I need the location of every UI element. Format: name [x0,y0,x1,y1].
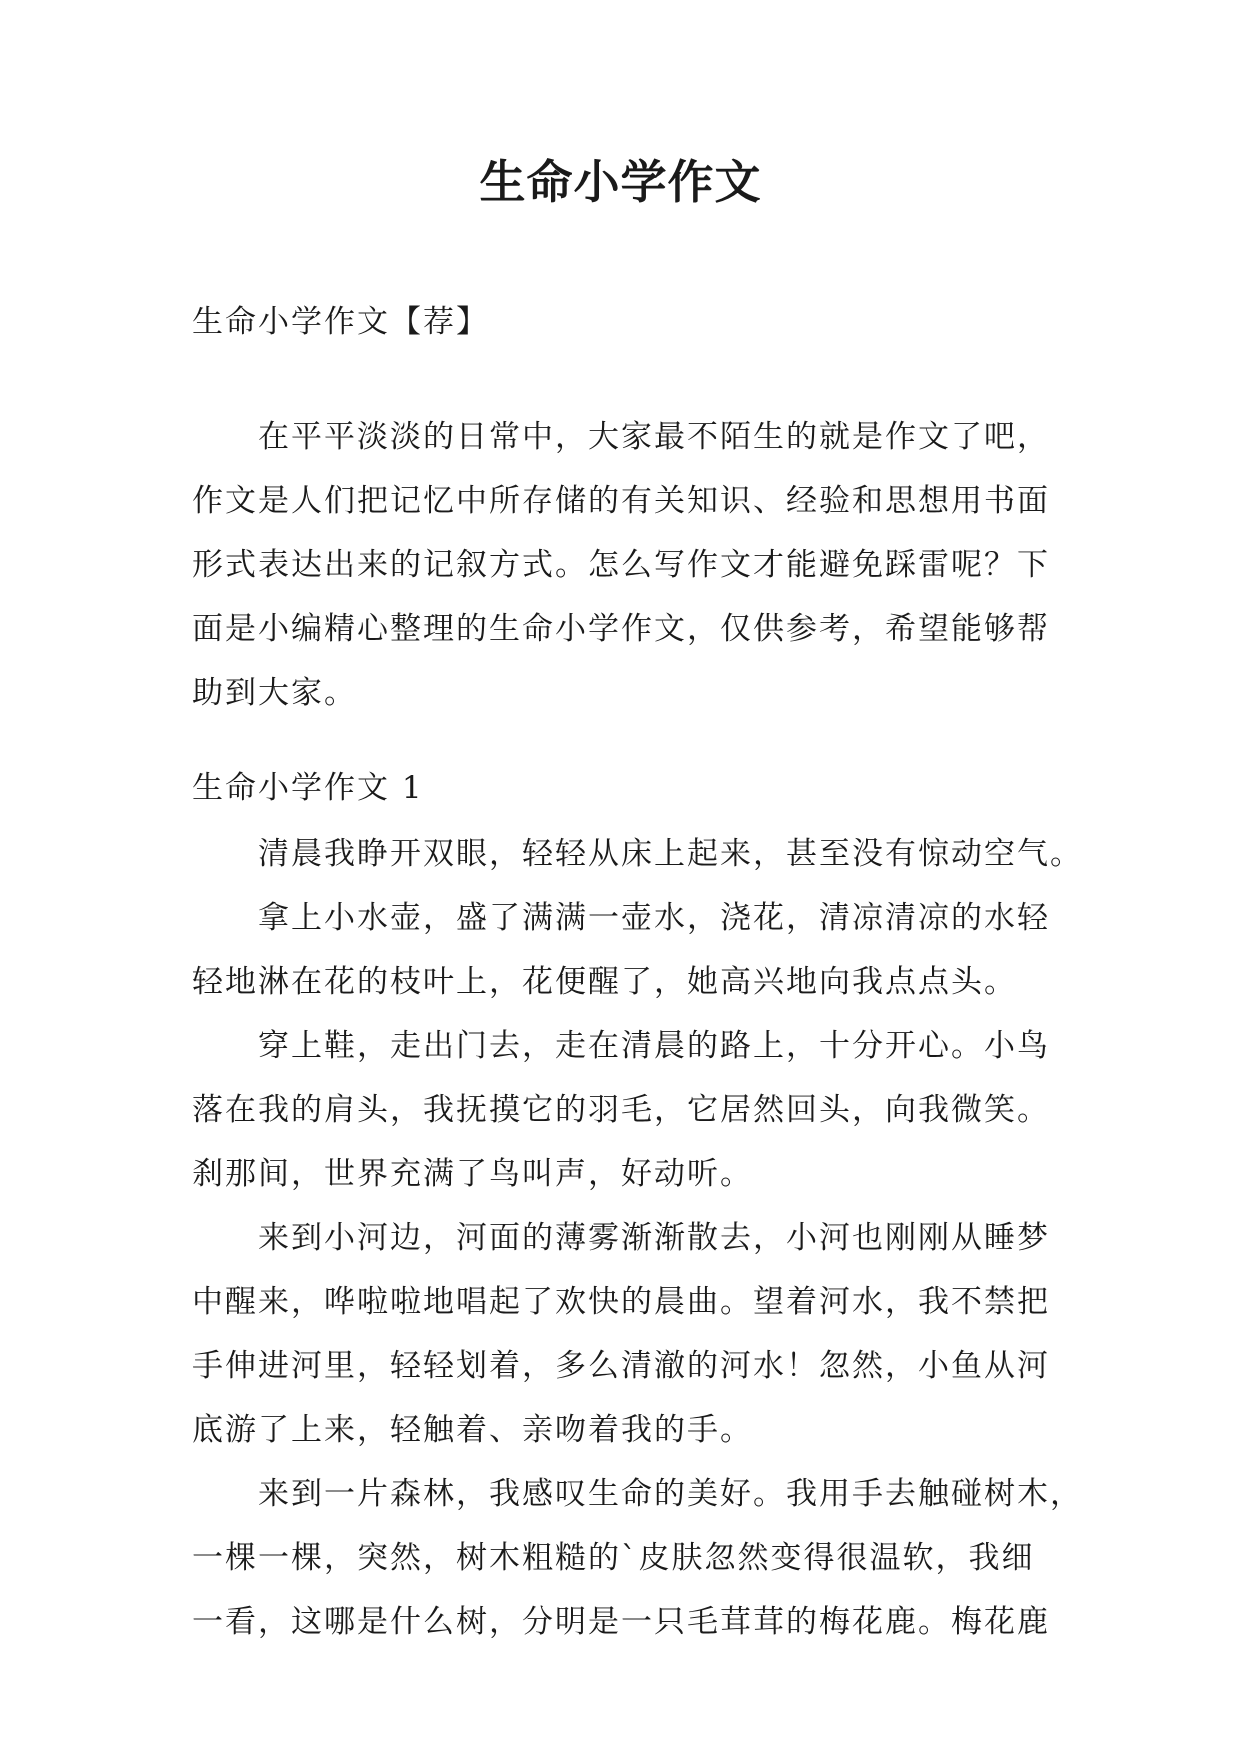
text-line: 来到一片森林，我感叹生命的美好。我用手去触碰树木， [258,1476,1083,1512]
text-line: 作文是人们把记忆中所存储的有关知识、经验和思想用书面 [192,483,1050,519]
text-line: 刹那间，世界充满了鸟叫声，好动听。 [192,1156,753,1192]
intro-paragraph [192,405,1072,725]
text-line: 形式表达出来的记叙方式。怎么写作文才能避免踩雷呢？下 [192,547,1050,583]
subtitle-line: 生命小学作文【荐】 [192,304,489,340]
text-line: 助到大家。 [192,675,357,711]
text-line: 一看，这哪是什么树，分明是一只毛茸茸的梅花鹿。梅花鹿 [192,1604,1050,1640]
text-line: 来到小河边，河面的薄雾渐渐散去，小河也刚刚从睡梦 [258,1220,1050,1256]
text-line: 穿上鞋，走出门去，走在清晨的路上，十分开心。小鸟 [258,1028,1050,1064]
text-line: 底游了上来，轻触着、亲吻着我的手。 [192,1412,753,1448]
essay-body [192,822,1083,1654]
text-line: 清晨我睁开双眼，轻轻从床上起来，甚至没有惊动空气。 [258,836,1083,872]
essay-heading [192,756,1072,820]
text-line: 中醒来，哗啦啦地唱起了欢快的晨曲。望着河水，我不禁把 [192,1284,1050,1320]
text-line: 手伸进河里，轻轻划着，多么清澈的河水！忽然，小鱼从河 [192,1348,1050,1384]
text-line: 在平平淡淡的日常中，大家最不陌生的就是作文了吧， [258,419,1050,455]
document-title: 生命小学作文 [479,155,762,209]
text-line: 拿上小水壶，盛了满满一壶水，浇花，清凉清凉的水轻 [258,900,1050,936]
essay-heading-text: 生命小学作文 1 [192,770,424,806]
text-line: 面是小编精心整理的生命小学作文，仅供参考，希望能够帮 [192,611,1050,647]
text-line: 落在我的肩头，我抚摸它的羽毛，它居然回头，向我微笑。 [192,1092,1050,1128]
text-line: 一棵一棵，突然，树木粗糙的`皮肤忽然变得很温软，我细 [192,1540,1035,1576]
document-subtitle [192,290,1072,354]
text-line: 轻地淋在花的枝叶上，花便醒了，她高兴地向我点点头。 [192,964,1017,1000]
